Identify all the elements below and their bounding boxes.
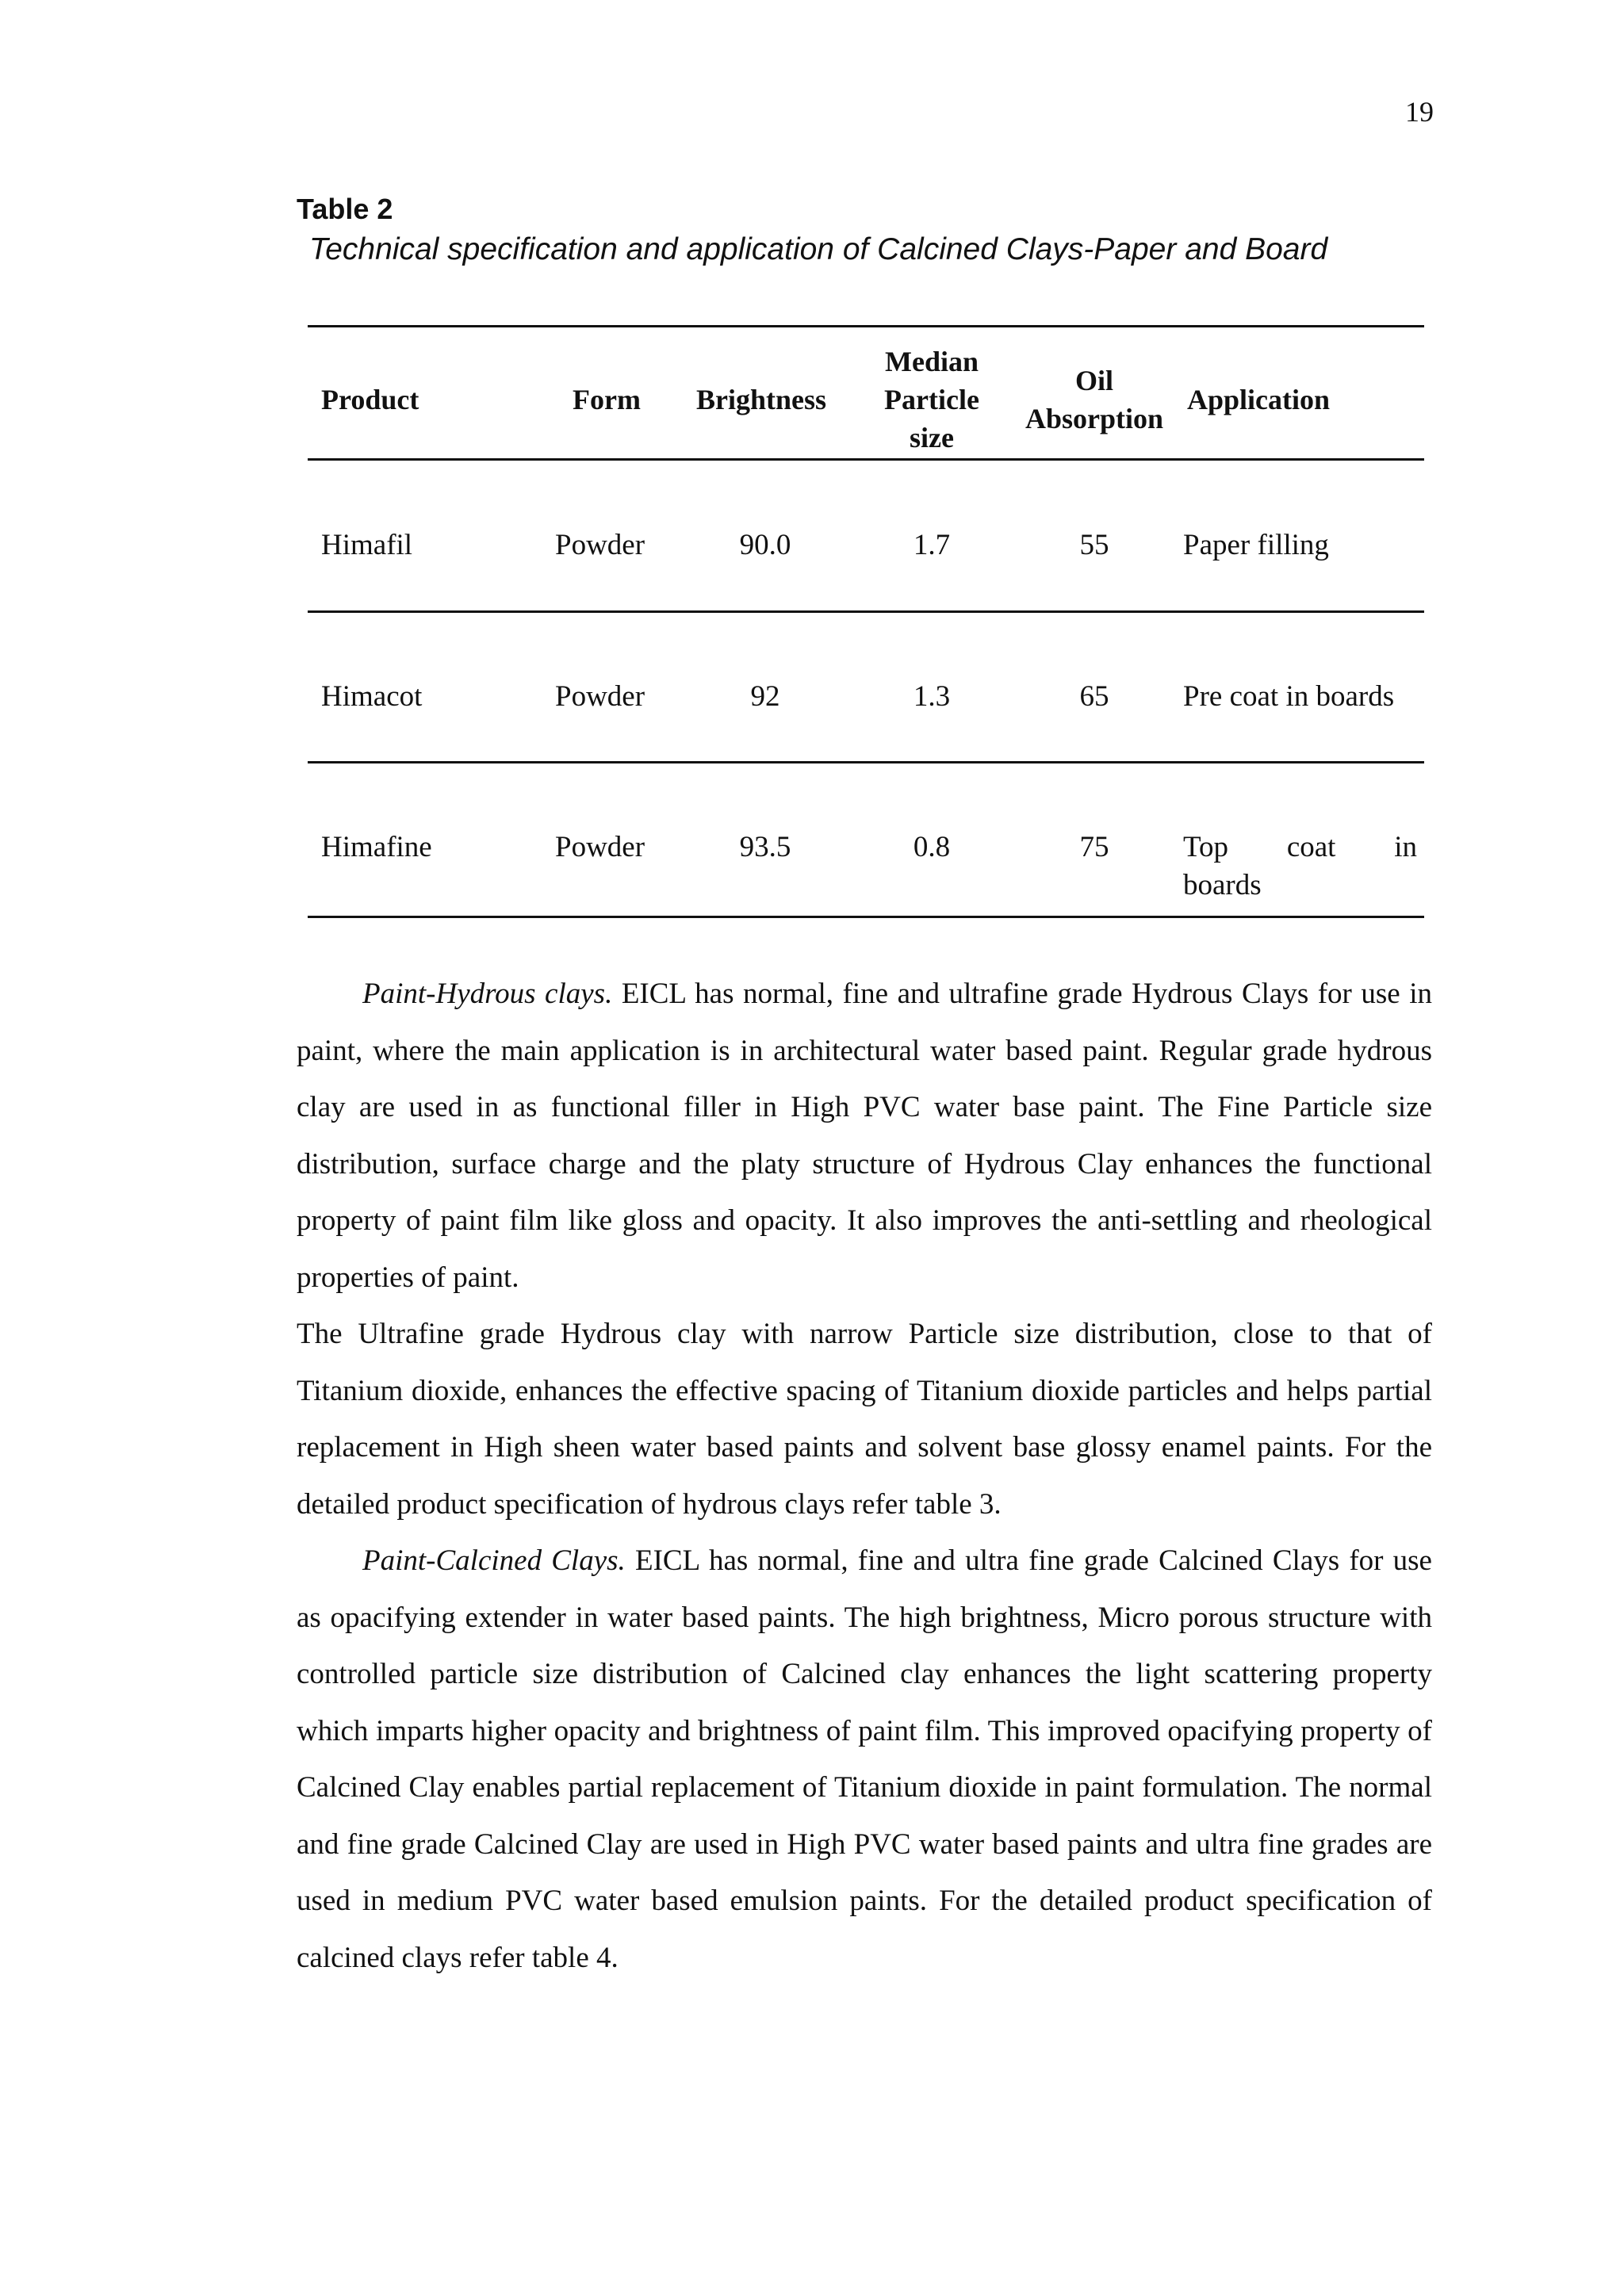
header-form: Form (573, 384, 641, 415)
row2-oil: 65 (1079, 680, 1109, 713)
body-text (297, 966, 1432, 1986)
row3-application-word3: in (1394, 831, 1417, 863)
row1-product: Himafil (321, 529, 413, 561)
row1-brightness: 90.0 (739, 529, 791, 561)
row1-median: 1.7 (913, 529, 951, 561)
header-application: Application (1187, 384, 1331, 415)
row2-product: Himacot (321, 680, 423, 713)
row1-application: Paper filling (1183, 529, 1329, 561)
row3-product: Himafine (321, 831, 432, 863)
row1-rule (308, 610, 1424, 613)
row3-application-word2: coat (1286, 831, 1336, 863)
paragraph-calcined-clays (297, 1533, 1432, 1986)
row1-oil: 55 (1079, 529, 1109, 561)
paragraph-ultrafine (297, 1306, 1432, 1533)
row2-median: 1.3 (913, 680, 951, 713)
paragraph-calcined-clays-text: EICL has normal, fine and ultra fine grade Calcined Clays for use as opacifying extender in water based paints. The high brightness, Micro porous structure with controlled particle size distribution of Calcined clay enhances the light scattering property which imparts higher opacity and brightness of paint film. This improved opacifying property of Calcined Clay enables partial replacement of Titanium dioxide in paint formulation. The normal and fine grade Calcined Clay are used in High PVC water based paints and ultra fine grades are used in medium PVC water based emulsion paints. For the detailed product specification of calcined clays refer table 4. (297, 1544, 1432, 1974)
paragraph-hydrous-clays-text: EICL has normal, fine and ultrafine grade Hydrous Clays for use in paint, where the main application is in architectural water based paint. Regular grade hydrous clay are used in as functional filler in High PVC water base paint. The Fine Particle size distribution, surface charge and the platy structure of Hydrous Clay enhances the functional property of paint film like gloss and opacity. It also improves the anti-settling and rheological properties of paint. (297, 978, 1432, 1294)
table-caption: Technical specification and application of Calcined Clays-Paper and Board (309, 232, 1328, 266)
header-median-particle-size (864, 342, 999, 457)
table-top-rule (308, 325, 1424, 327)
header-oil-absorption (1011, 362, 1178, 438)
row2-rule (308, 761, 1424, 763)
header-product: Product (321, 384, 419, 415)
row3-application-line2: boards (1183, 869, 1262, 901)
paragraph-hydrous-clays (297, 966, 1432, 1306)
page-number: 19 (1405, 96, 1434, 128)
paragraph-calcined-clays-lead: Paint-Calcined Clays. (362, 1544, 626, 1577)
paragraph-hydrous-clays-lead: Paint-Hydrous clays. (362, 978, 613, 1010)
header-brightness: Brightness (696, 384, 827, 415)
table-header-rule (308, 458, 1424, 461)
header-median-line2: Particle (884, 384, 979, 415)
paragraph-ultrafine-text: The Ultrafine grade Hydrous clay with narrow Particle size distribution, close to that of Titanium dioxide, enhances the effective spacing of Titanium dioxide particles and helps partial replacement in High sheen water based paints and solvent base glossy enamel paints. For the detailed product specification of hydrous clays refer table 3. (297, 1318, 1432, 1521)
header-median-line3: size (910, 422, 954, 453)
row3-application (1183, 828, 1417, 905)
header-oil-line2: Absorption (1025, 403, 1164, 434)
row3-oil: 75 (1079, 831, 1109, 863)
row3-application-line1 (1183, 828, 1417, 867)
row3-brightness: 93.5 (739, 831, 791, 863)
row3-application-word1: Top (1183, 831, 1229, 863)
row2-brightness: 92 (750, 680, 780, 713)
row3-form: Powder (555, 831, 645, 863)
header-oil-line1: Oil (1074, 365, 1113, 396)
table-title: Table 2 (297, 193, 393, 225)
header-median-line1: Median (884, 346, 979, 377)
row3-median: 0.8 (913, 831, 951, 863)
row1-form: Powder (555, 529, 645, 561)
row2-form: Powder (555, 680, 645, 713)
table-bottom-rule (308, 916, 1424, 918)
row2-application: Pre coat in boards (1183, 680, 1395, 713)
